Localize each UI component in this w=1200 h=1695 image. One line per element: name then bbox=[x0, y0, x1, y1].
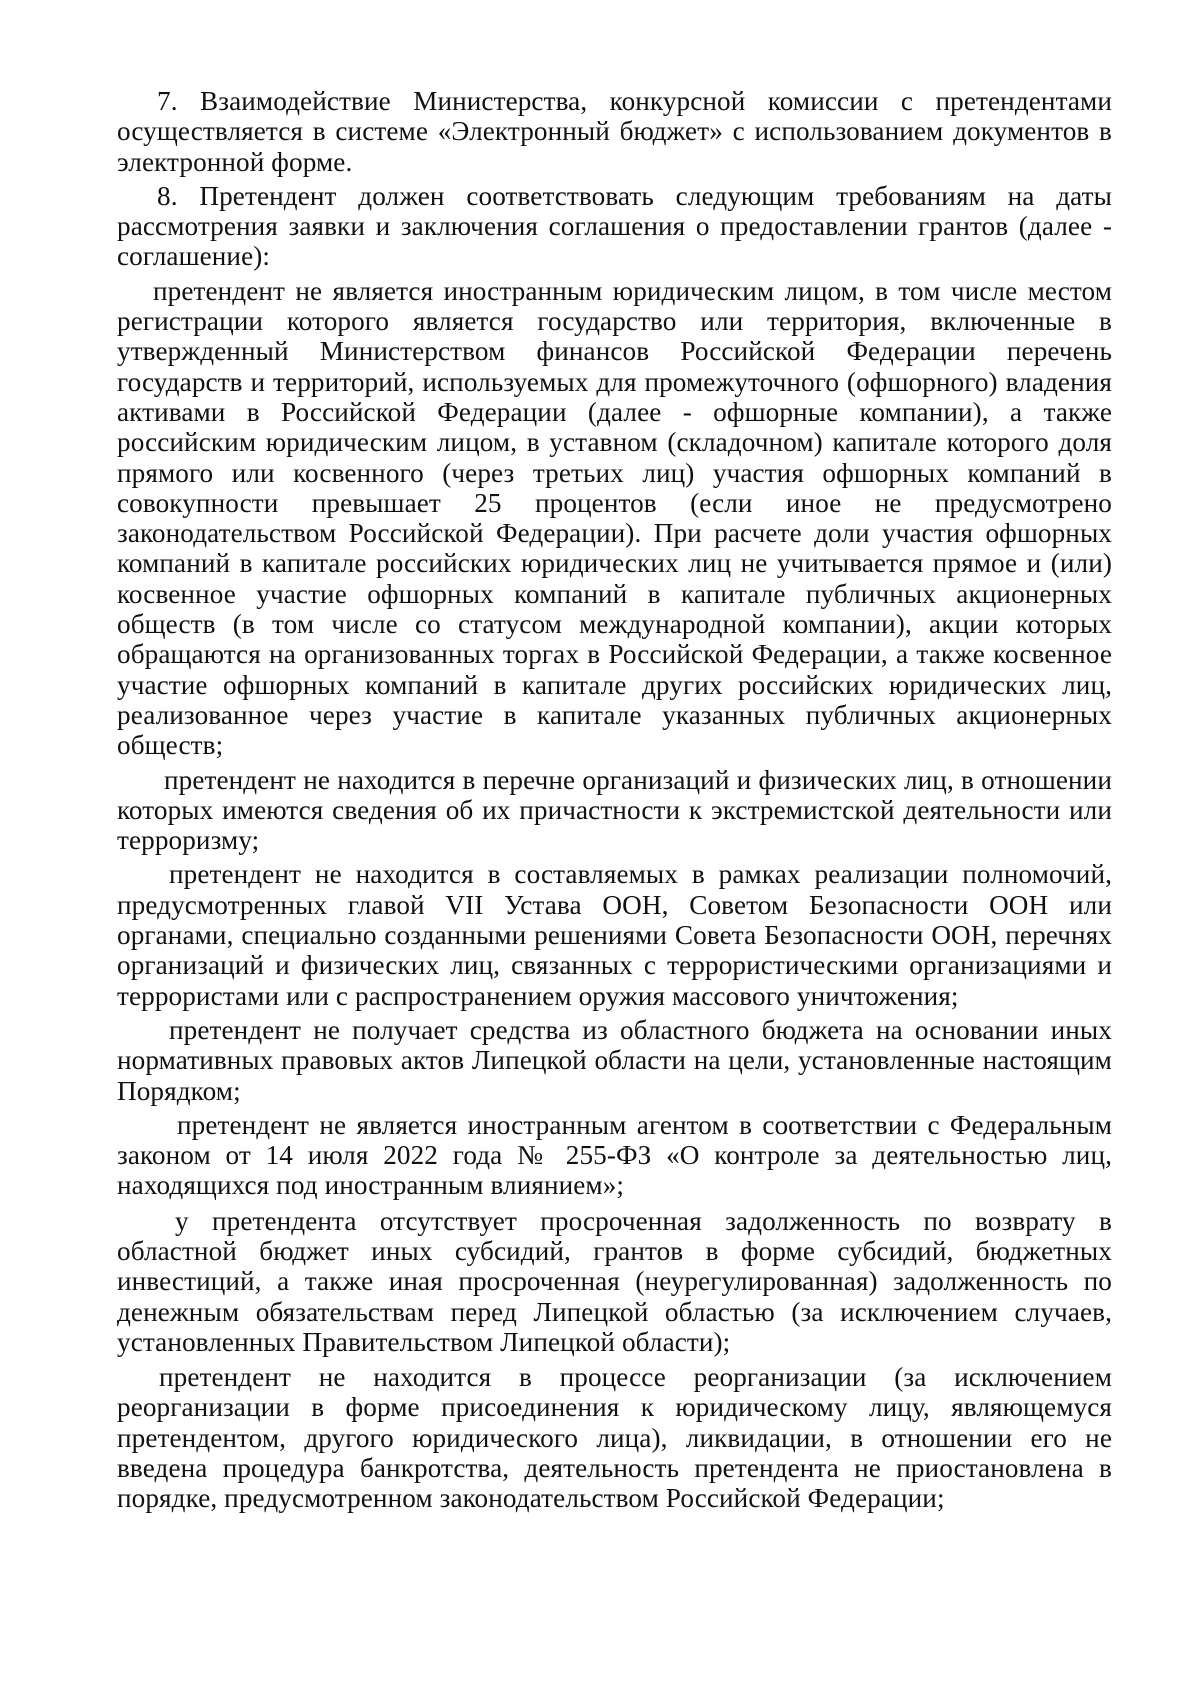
requirement-no-reorganization: претендент не находится в процессе реорганизации (за исключением реорганизации в форме присоединения к юридическому лицу, являющемуся претендентом, другого юридического лица), ликвидации, в отношении его не введена процедура банкротства, деятельность претендента не приостановлена в порядке, предусмотренном законодательством Российской Федерации; bbox=[117, 1362, 1112, 1514]
requirement-no-other-funds: претендент не получает средства из областного бюджета на основании иных нормативных правовых актов Липецкой области на цели, установленные настоящим Порядком; bbox=[117, 1014, 1112, 1106]
document-body bbox=[117, 86, 1112, 1514]
requirement-un-sanctions: претендент не находится в составляемых в рамках реализации полномочий, предусмотренных главой VII Устава ООН, Советом Безопасности ООН или органами, специально созданными решениями Совета Безопасности ООН, перечнях организаций и физических лиц, связанных с террористическими организациями и террористами или с распространением оружия массового уничтожения; bbox=[117, 859, 1112, 1011]
paragraph-item-7: 7. Взаимодействие Министерства, конкурсной комиссии с претендентами осуществляется в системе «Электронный бюджет» с использованием документов в электронной форме. bbox=[117, 86, 1112, 177]
requirement-extremism: претендент не находится в перечне организаций и физических лиц, в отношении которых имеются сведения об их причастности к экстремистской деятельности или терроризму; bbox=[117, 764, 1112, 856]
paragraph-item-8: 8. Претендент должен соответствовать следующим требованиям на даты рассмотрения заявки и заключения соглашения о предоставлении грантов (далее - соглашение): bbox=[117, 180, 1112, 272]
requirement-offshore: претендент не является иностранным юридическим лицом, в том числе местом регистрации которого является государство или территория, включенные в утвержденный Министерством финансов Российской Федерации перечень государств и территорий, используемых для промежуточного (офшорного) владения активами в Российской Федерации (далее - офшорные компании), а также российским юридическим лицом, в уставном (складочном) капитале которого доля прямого или косвенного (через третьих лиц) участия офшорных компаний в совокупности превышает 25 процентов (если иное не предусмотрено законодательством Российской Федерации). При расчете доли участия офшорных компаний в капитале российских юридических лиц не учитывается прямое и (или) косвенное участие офшорных компаний в капитале публичных акционерных обществ (в том числе со статусом международной компании), акции которых обращаются на организованных торгах в Российской Федерации, а также косвенное участие офшорных компаний в капитале других российских юридических лиц, реализованное через участие в капитале указанных публичных акционерных обществ; bbox=[117, 275, 1112, 761]
requirement-foreign-agent: претендент не является иностранным агентом в соответствии с Федеральным законом от 14 июля 2022 года № 255-ФЗ «О контроле за деятельностью лиц, находящихся под иностранным влиянием»; bbox=[117, 1109, 1112, 1201]
requirement-no-debt: у претендента отсутствует просроченная задолженность по возврату в областной бюджет иных субсидий, грантов в форме субсидий, бюджетных инвестиций, а также иная просроченная (неурегулированная) задолженность по денежным обязательствам перед Липецкой областью (за исключением случаев, установленных Правительством Липецкой области); bbox=[117, 1205, 1112, 1357]
